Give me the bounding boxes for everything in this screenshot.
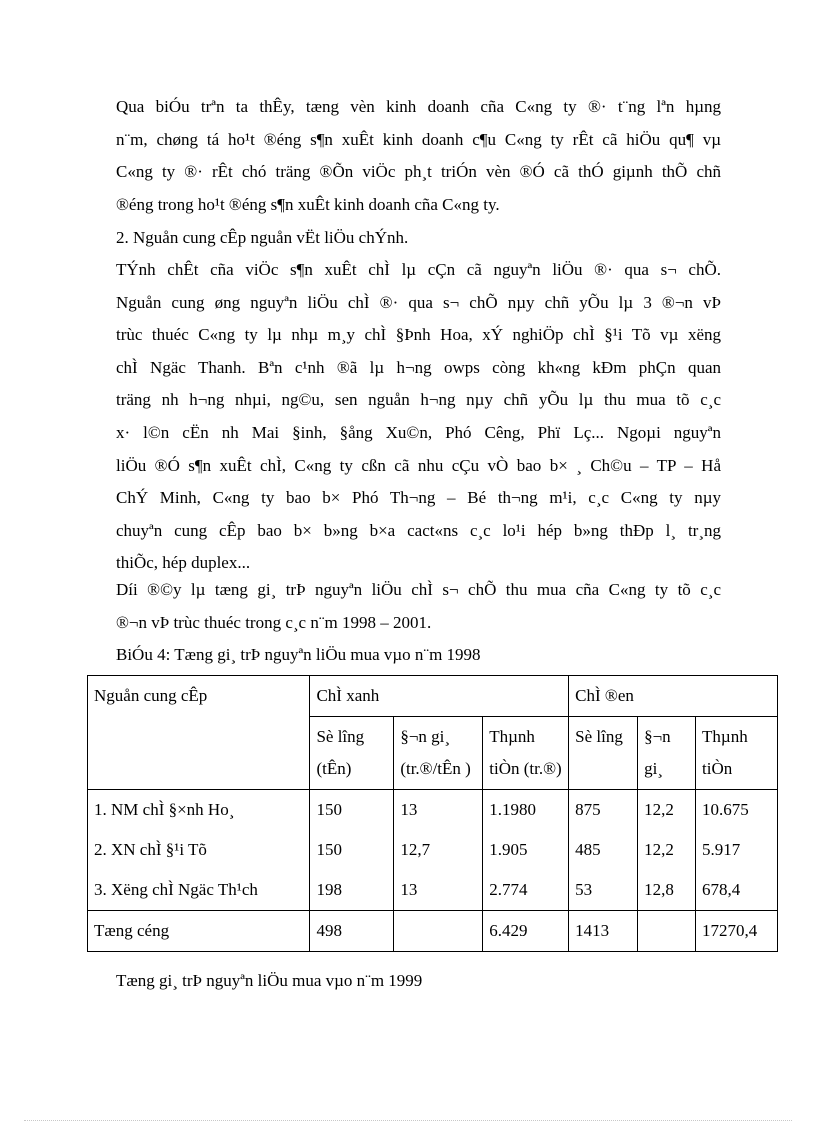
next-table-caption: Tæng gi¸ trÞ nguyªn liÖu mua vµo n¨m 1999	[116, 971, 423, 990]
cell-value: 10.675	[696, 790, 778, 831]
text-line: thiÕc, hép duplex...	[116, 553, 251, 573]
header-green-tea: ChÌ xanh	[310, 676, 569, 717]
text-line: chuyªn cung cÊp bao b× b»ng b×a cact«ns c¸c lo¹i hép b»ng thÐp l¸ tr¸ng	[116, 520, 721, 540]
text-line: Díi ®©y lµ tæng gi¸ trÞ nguyªn liÖu chÌ s¬ chÕ thu mua cña C«ng ty tõ c¸c	[116, 580, 721, 599]
raw-material-table	[87, 675, 778, 952]
text-line: ®éng trong ho¹t ®éng s¶n xuÊt kinh doanh cña C«ng ty.	[116, 194, 500, 214]
cell-value: 485	[569, 830, 638, 870]
text-line: trùc thuéc C«ng ty lµ nhµ m¸y chÌ §Þnh Hoa, xÝ nghiÖp chÌ §¹i Tõ vµ xëng	[116, 325, 721, 345]
header-black-tea: ChÌ ®en	[569, 676, 778, 717]
row-source: 1. NM chÌ §×nh Ho¸	[88, 790, 310, 831]
paragraph-table-intro	[116, 574, 721, 639]
cell-value: 12,2	[638, 830, 696, 870]
text-line: Nguån cung øng nguyªn liÖu chÌ ®· qua s¬ chÕ nµy chñ yÕu lµ 3 ®¬n vÞ	[116, 292, 721, 312]
text-line: träng nh h¬ng nhµi, ng©u, sen nguån h¬ng nµy chñ yÕu lµ thu mua tõ c¸c	[116, 390, 721, 410]
table-header-row	[88, 676, 778, 717]
table-row	[88, 790, 778, 831]
total-value	[638, 911, 696, 952]
cell-value: 53	[569, 870, 638, 911]
text-line: x· l©n cËn nh Mai §inh, §ång Xu©n, Phó Cêng, Phï Lç... Ngoµi nguyªn	[116, 422, 721, 442]
text-line: Qua biÓu trªn ta thÊy, tæng vèn kinh doanh cña C«ng ty ®· t¨ng lªn hµng	[116, 97, 721, 116]
cell-value: 198	[310, 870, 394, 911]
header-black-quantity: Sè lîng	[569, 717, 638, 790]
cell-value: 150	[310, 830, 394, 870]
cell-value: 12,7	[394, 830, 483, 870]
total-value: 498	[310, 911, 394, 952]
total-value: 17270,4	[696, 911, 778, 952]
cell-value: 13	[394, 790, 483, 831]
text-line: liÖu ®Ó s¶n xuÊt chÌ, C«ng ty cßn cã nhu cÇu vÒ bao b× ¸ Ch©u – TP – Hå	[116, 455, 721, 475]
total-value: 6.429	[483, 911, 569, 952]
header-source: Nguån cung cÊp	[88, 676, 310, 790]
header-green-quantity: Sè lîng (tÊn)	[310, 717, 394, 790]
row-source: 2. XN chÌ §¹i Tõ	[88, 830, 310, 870]
header-green-unit-price: §¬n gi¸ (tr.®/tÊn )	[394, 717, 483, 790]
text-line: C«ng ty ®· rÊt chó träng ®Õn viÖc ph¸t triÓn vèn ®Ó cã thÓ giµnh thÕ chñ	[116, 162, 721, 182]
text-line: ChÝ Minh, C«ng ty bao b× Phó Th¬ng – Bé th¬ng m¹i, c¸c C«ng ty nµy	[116, 488, 721, 508]
text-line: chÌ Ngäc Thanh. Bªn c¹nh ®ã lµ h¬ng owps còng kh«ng kÐm phÇn quan	[116, 357, 721, 377]
header-green-amount: Thµnh tiÒn (tr.®)	[483, 717, 569, 790]
total-value	[394, 911, 483, 952]
paragraph-capital-growth	[116, 91, 721, 221]
section-heading-supply: 2. Nguån cung cÊp nguån vËt liÖu chÝnh.	[116, 228, 409, 247]
cell-value: 12,2	[638, 790, 696, 831]
cell-value: 150	[310, 790, 394, 831]
total-value: 1413	[569, 911, 638, 952]
cell-value: 13	[394, 870, 483, 911]
cell-value: 875	[569, 790, 638, 831]
table-caption: BiÓu 4: Tæng gi¸ trÞ nguyªn liÖu mua vµo n¨m 1998	[116, 645, 481, 664]
total-label: Tæng céng	[88, 911, 310, 952]
cell-value: 1.1980	[483, 790, 569, 831]
cell-value: 1.905	[483, 830, 569, 870]
table-row	[88, 870, 778, 911]
header-black-unit-price: §¬n gi¸	[638, 717, 696, 790]
page-bottom-divider	[24, 1120, 792, 1121]
header-black-amount: Thµnh tiÒn	[696, 717, 778, 790]
text-line: TÝnh chÊt cña viÖc s¶n xuÊt chÌ lµ cÇn cã nguyªn liÖu ®· qua s¬ chÕ.	[116, 260, 721, 279]
row-source: 3. Xëng chÌ Ngäc Th¹ch	[88, 870, 310, 911]
text-line: ®¬n vÞ trùc thuéc trong c¸c n¨m 1998 – 2001.	[116, 612, 432, 632]
cell-value: 12,8	[638, 870, 696, 911]
cell-value: 678,4	[696, 870, 778, 911]
text-line: n¨m, chøng tá ho¹t ®éng s¶n xuÊt kinh doanh c¶u C«ng ty rÊt cã hiÖu qu¶ vµ	[116, 129, 721, 149]
table-total-row	[88, 911, 778, 952]
cell-value: 2.774	[483, 870, 569, 911]
table-row	[88, 830, 778, 870]
cell-value: 5.917	[696, 830, 778, 870]
paragraph-raw-material-sources	[116, 254, 721, 580]
